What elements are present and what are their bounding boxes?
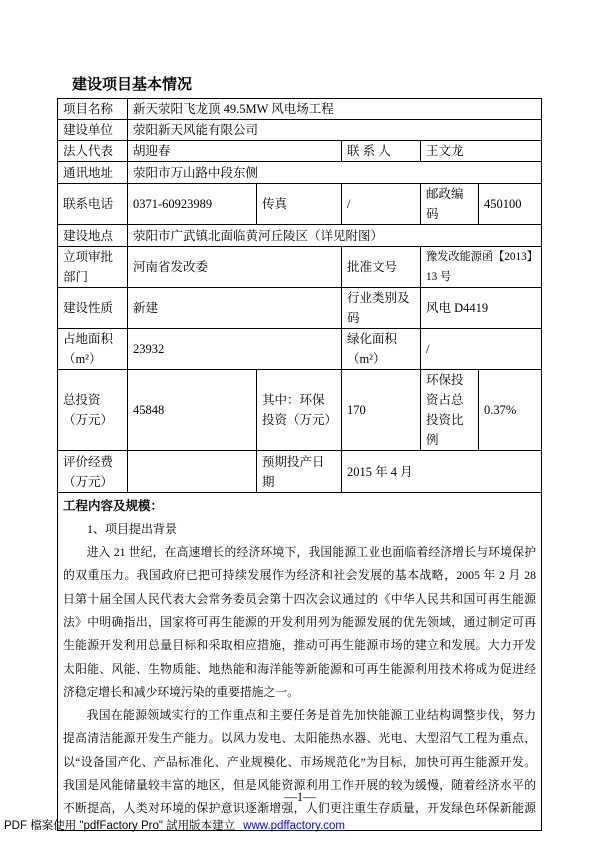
paragraph-line: 进入 21 世纪，在高速增长的经济环境下，我国能源工业也面临着经济增长与环境保护	[86, 545, 537, 560]
project-content-cell	[58, 493, 542, 831]
table-row	[58, 225, 542, 247]
total-investment-value: 45848	[128, 370, 257, 451]
green-area-label: 绿化面积（m²）	[342, 329, 421, 370]
site-value: 荥阳市广武镇北面临黄河丘陵区（详见附图）	[128, 225, 542, 247]
approval-dept-label: 立项审批部门	[58, 247, 128, 288]
table-row	[58, 247, 542, 288]
env-ratio-value: 0.37%	[479, 370, 542, 451]
paragraph-line: 济稳定增长和减少环境污染的重要措施之一。	[63, 684, 299, 699]
paragraph-line: 以“设备国产化、产品标准化、产业规模化、市场规范化”为目标，加快可再生能源开发。	[63, 754, 537, 769]
table-row	[58, 162, 542, 184]
table-row	[58, 141, 542, 162]
project-name-value: 新天荥阳飞龙顶 49.5MW 风电场工程	[128, 99, 542, 120]
table-row	[58, 184, 542, 225]
paragraph-line: 日第十届全国人民代表大会常务委员会第十四次会议通过的《中华人民共和国可再生能源	[63, 591, 537, 606]
address-label: 通讯地址	[58, 162, 128, 184]
watermark-link[interactable]: www.pdffactory.com	[243, 820, 346, 832]
legal-rep-label: 法人代表	[58, 141, 128, 162]
env-investment-value: 170	[342, 370, 421, 451]
project-name-label: 项目名称	[58, 99, 128, 120]
industry-value: 风电 D4419	[421, 288, 542, 329]
eval-cost-value	[128, 451, 257, 493]
watermark-text: PDF 檔案使用 "pdfFactory Pro" 試用版本建立	[4, 820, 236, 832]
builder-label: 建设单位	[58, 120, 128, 141]
paragraph-line: 我国是风能储量较丰富的地区，但是风能资源利用工作开展的较为缓慢，随着经济水平的	[63, 778, 537, 793]
paragraph-line: 生能源开发利用总量目标和采取相应措施，推动可再生能源市场的建立和发展。大力开发	[63, 638, 537, 653]
pdf-watermark	[4, 819, 345, 833]
project-info-table	[57, 98, 542, 831]
production-date-label: 预期投产日期	[257, 451, 342, 493]
table-row	[58, 451, 542, 493]
production-date-value: 2015 年 4 月	[342, 451, 542, 493]
paragraph-line: 提高清洁能源开发生产能力。以风力发电、太阳能热水器、光电、大型沼气工程为重点，	[63, 731, 537, 746]
nature-label: 建设性质	[58, 288, 128, 329]
env-ratio-label: 环保投资占总投资比例	[421, 370, 479, 451]
table-row	[58, 99, 542, 120]
table-row	[58, 120, 542, 141]
eval-cost-label: 评价经费（万元）	[58, 451, 128, 493]
paragraph-line: 的双重压力。我国政府已把可持续发展作为经济和社会发展的基本战略，2005 年 2 月 28	[63, 568, 537, 583]
phone-label: 联系电话	[58, 184, 128, 225]
postcode-label: 邮政编码	[421, 184, 479, 225]
env-investment-label: 其中：环保投资（万元）	[257, 370, 342, 451]
table-row	[58, 493, 542, 831]
paragraph-line: 不断提高，人类对环境的保护意识逐渐增强，人们更注重生存质量，开发绿色环保新能源	[63, 801, 537, 816]
green-area-value: /	[421, 329, 542, 370]
contact-value: 王文龙	[421, 141, 542, 162]
subsection-heading: 1、项目提出背景	[87, 521, 178, 536]
table-row	[58, 329, 542, 370]
fax-label: 传真	[257, 184, 342, 225]
approval-dept-value: 河南省发改委	[128, 247, 342, 288]
page-number: —1—	[284, 790, 316, 804]
land-area-label: 占地面积（m²）	[58, 329, 128, 370]
legal-rep-value: 胡迎春	[128, 141, 342, 162]
site-label: 建设地点	[58, 225, 128, 247]
contact-label: 联 系 人	[342, 141, 421, 162]
fax-value: /	[342, 184, 421, 225]
approval-no-label: 批准文号	[342, 247, 421, 288]
approval-no-value: 豫发改能源函【2013】13 号	[421, 247, 542, 288]
page-title: 建设项目基本情况	[72, 77, 193, 93]
address-value: 荥阳市万山路中段东侧	[128, 162, 542, 184]
nature-value: 新建	[128, 288, 342, 329]
table-row	[58, 288, 542, 329]
builder-value: 荥阳新天风能有限公司	[128, 120, 542, 141]
paragraph-line: 我国在能源领域实行的工作重点和主要任务是首先加快能源工业结构调整步伐，努力	[86, 708, 537, 723]
table-row	[58, 370, 542, 451]
land-area-value: 23932	[128, 329, 342, 370]
section-heading: 工程内容及规模：	[63, 498, 164, 513]
industry-label: 行业类别及码	[342, 288, 421, 329]
paragraph-line: 太阳能、风能、生物质能、地热能和海洋能等新能源和可再生能源利用技术将成为促进经	[63, 661, 537, 676]
postcode-value: 450100	[479, 184, 542, 225]
phone-value: 0371-60923989	[128, 184, 257, 225]
paragraph-line: 法》中明确指出，国家将可再生能源的开发利用列为能源发展的优先领域，通过制定可再	[63, 614, 537, 629]
total-investment-label: 总投资（万元）	[58, 370, 128, 451]
project-content-body	[63, 495, 536, 829]
